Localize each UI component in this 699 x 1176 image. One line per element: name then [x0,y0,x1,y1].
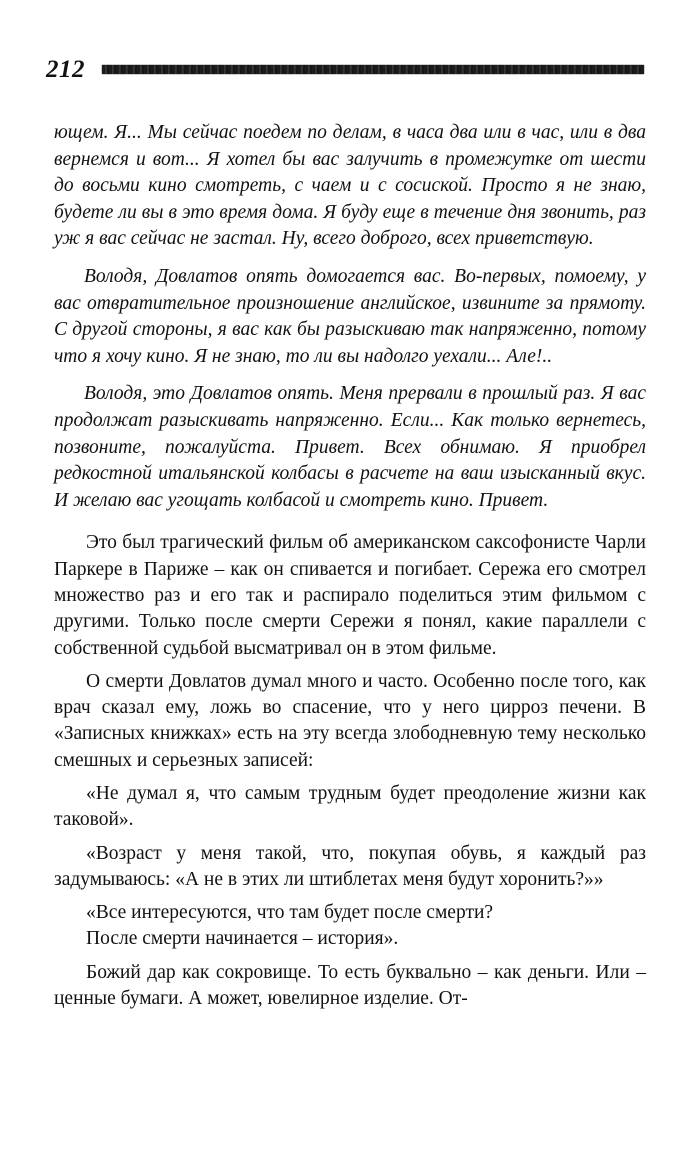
body-paragraph: «Возраст у меня такой, что, покупая обувь, я каждый раз задумываюсь: «А не в этих ли штиблетах меня будут хоронить?»» [54,842,646,890]
italic-paragraph: Володя, Довлатов опять домогается вас. Во-первых, помоему, у вас отвратительное произношение английское, извините за прямоту. С другой стороны, я вас как бы разыскиваю так напряженно, потому что я хочу кино. Я не знаю, то ли вы надолго уехали... Але!.. [54,265,646,367]
body-paragraph: Божий дар как сокровище. То есть буквально – как деньги. Или – ценные бумаги. А может, ювелирное изделие. От- [54,961,646,1010]
body-text-block [54,530,646,1012]
body-paragraph: «Все интересуются, что там будет после смерти? [86,902,494,924]
page-header [46,54,646,90]
body-paragraph: Это был трагический фильм об американском саксофонисте Чарли Паркере в Париже – как он спивается и погибает. Сережа его смотрел множество раз и его так и распирало поделиться этим фильмом с другими. Только после смерти Сережи я понял, какие параллели с собственной судьбой высматривал он в этом фильме. [54,532,646,659]
italic-paragraph: Володя, это Довлатов опять. Меня прервали в прошлый раз. Я вас продолжат разыскивать напряженно. Если... Как только вернетесь, позвоните, пожалуйста. Привет. Всех обнимаю. Я приобрел редкостной итальянской колбасы в расчете на ваш изысканный вкус. И желаю вас угощать колбасой и смотреть кино. Привет. [54,383,646,511]
body-paragraph: После смерти начинается – история». [86,928,399,950]
page-body [54,120,646,1012]
header-rule [102,65,644,74]
body-paragraph: О смерти Довлатов думал много и часто. Особенно после того, как врач сказал ему, ложь во спасение, что у него цирроз печени. В «Записных книжках» есть на эту всегда злободневную тему несколько смешных и серьезных записей: [54,670,646,771]
italic-quote-block [54,120,646,514]
italic-paragraph: ющем. Я... Мы сейчас поедем по делам, в часа два или в час, или в два вернемся и вот... Я хотел бы вас залучить в промежутке от шести до восьми кино смотреть, с чаем и с сосиской. Просто я не знаю, будете ли вы в это время дома. Я буду еще в течение дня звонить, раз уж я вас сейчас не застал. Ну, всего доброго, всех приветствую. [54,122,646,250]
page-number: 212 [46,56,85,83]
body-paragraph: «Не думал я, что самым трудным будет преодоление жизни как таковой». [54,782,646,831]
